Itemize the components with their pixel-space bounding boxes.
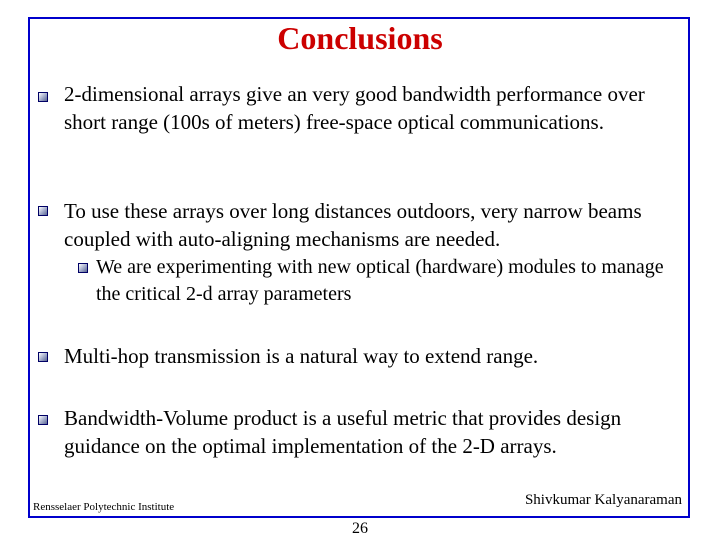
sub-bullet-text: We are experimenting with new optical (hardware) modules to manage the critical 2-d array parameters xyxy=(96,256,664,305)
bullet-icon xyxy=(38,352,48,362)
slide-title: Conclusions xyxy=(277,20,443,56)
bullet-text: To use these arrays over long distances outdoors, very narrow beams coupled with auto-aligning mechanisms are needed. xyxy=(64,199,642,251)
bullet-text: Bandwidth-Volume product is a useful metric that provides design guidance on the optimal implementation of the 2-D arrays. xyxy=(64,406,622,458)
sub-bullet-icon xyxy=(78,263,88,273)
bullet-text: 2-dimensional arrays give an very good bandwidth performance over short range (100s of meters) free-space optical communications. xyxy=(64,82,645,134)
bullet-icon xyxy=(38,92,48,102)
bullet-text: Multi-hop transmission is a natural way to extend range. xyxy=(64,344,539,368)
bullet-icon xyxy=(38,415,48,425)
footer-author: Shivkumar Kalyanaraman xyxy=(524,492,682,508)
bullet-icon xyxy=(38,206,48,216)
page-number: 26 xyxy=(352,520,368,537)
footer-institution: Rensselaer Polytechnic Institute xyxy=(33,501,175,513)
